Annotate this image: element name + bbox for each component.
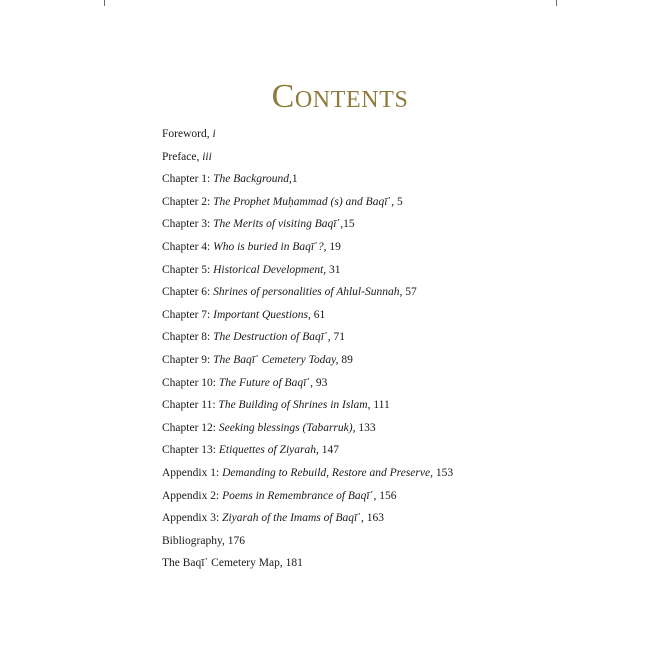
toc-entry-page: 61 bbox=[310, 308, 326, 321]
toc-entry bbox=[162, 462, 453, 485]
toc-entry-prefix: Chapter 11: bbox=[162, 399, 219, 412]
toc-entry bbox=[162, 394, 453, 417]
toc-entry-prefix: Chapter 7: bbox=[162, 308, 214, 321]
toc-entry-prefix: Foreword, bbox=[162, 128, 213, 140]
toc-entry bbox=[162, 372, 453, 395]
toc-entry-prefix: Chapter 1: bbox=[162, 173, 214, 186]
table-of-contents bbox=[162, 123, 453, 575]
toc-entry-prefix: Chapter 5: bbox=[162, 263, 214, 276]
toc-entry bbox=[162, 236, 453, 259]
toc-entry-page: 111 bbox=[370, 399, 390, 412]
toc-entry bbox=[162, 213, 453, 236]
toc-entry-title: Seeking blessings (Tabarruk), bbox=[218, 421, 356, 434]
toc-entry-title: The Building of Shrines in Islam, bbox=[218, 399, 371, 412]
toc-entry-page: 57 bbox=[402, 286, 417, 299]
toc-entry bbox=[162, 191, 453, 214]
toc-entry-title: The Background, bbox=[213, 173, 292, 186]
toc-entry-page: 89 bbox=[338, 353, 353, 366]
toc-entry bbox=[162, 552, 453, 575]
toc-entry-prefix: Chapter 3: bbox=[162, 218, 214, 231]
toc-entry bbox=[162, 304, 453, 327]
toc-entry bbox=[162, 146, 453, 169]
toc-entry-page: 93 bbox=[312, 376, 328, 389]
crop-mark-right bbox=[556, 0, 557, 6]
toc-entry bbox=[162, 417, 453, 440]
toc-entry-page: 5 bbox=[394, 195, 403, 208]
toc-entry-title: The Destruction of Baqī῾, bbox=[213, 331, 331, 344]
toc-entry-prefix: Chapter 9: bbox=[162, 353, 214, 366]
toc-entry bbox=[162, 281, 453, 304]
toc-entry-page: 1 bbox=[291, 173, 298, 186]
toc-entry-title: The Merits of visiting Baqī῾, bbox=[213, 218, 344, 231]
toc-entry-page: 133 bbox=[355, 421, 376, 434]
toc-entry-title: The Baqī῾ Cemetery Today, bbox=[213, 353, 339, 366]
toc-entry-prefix: Chapter 6: bbox=[162, 286, 214, 299]
toc-entry-prefix: Chapter 4: bbox=[162, 240, 214, 253]
toc-entry-page: 19 bbox=[326, 240, 341, 253]
toc-entry-title: Important Questions, bbox=[213, 308, 311, 321]
toc-entry bbox=[162, 326, 453, 349]
toc-entry-page: 71 bbox=[330, 331, 346, 344]
toc-entry bbox=[162, 259, 453, 282]
toc-entry-title: i bbox=[212, 128, 216, 140]
toc-entry-title: The Future of Baqī῾, bbox=[218, 376, 313, 389]
toc-entry-page: 147 bbox=[318, 444, 339, 457]
toc-entry-prefix: Appendix 1: bbox=[162, 466, 223, 479]
toc-entry-page: 153 bbox=[432, 466, 454, 479]
toc-entry bbox=[162, 530, 453, 553]
toc-entry-title: Who is buried in Baqī῾?, bbox=[213, 240, 327, 253]
toc-entry-page: 163 bbox=[363, 512, 385, 525]
toc-entry-title: Shrines of personalities of Ahlul-Sunnah, bbox=[213, 286, 403, 299]
toc-entry-page: 156 bbox=[376, 489, 397, 502]
toc-entry-title: Poems in Remembrance of Baqī῾, bbox=[222, 489, 377, 502]
toc-entry-prefix: Preface, bbox=[162, 150, 203, 163]
toc-entry-title: The Prophet Muḥammad (s) and Baqī῾, bbox=[213, 195, 395, 208]
toc-entry-prefix: Appendix 3: bbox=[162, 512, 223, 525]
toc-entry-prefix: Chapter 12: bbox=[162, 421, 219, 434]
toc-entry-title: Ziyarah of the Imams of Baqī῾, bbox=[222, 512, 364, 525]
toc-entry bbox=[162, 123, 453, 146]
toc-entry-prefix: Bibliography, 176 bbox=[162, 534, 245, 547]
toc-entry bbox=[162, 439, 453, 462]
toc-entry-page: 31 bbox=[326, 263, 341, 276]
page-title: Contents bbox=[271, 78, 409, 115]
toc-entry-prefix: Chapter 8: bbox=[162, 331, 214, 344]
toc-entry bbox=[162, 485, 453, 508]
toc-entry-prefix: Appendix 2: bbox=[162, 489, 223, 502]
toc-entry-title: Demanding to Rebuild, Restore and Preserve, bbox=[222, 466, 433, 479]
toc-entry-page: 15 bbox=[343, 218, 355, 231]
toc-entry-title: Etiquettes of Ziyarah, bbox=[218, 444, 319, 457]
toc-entry-prefix: Chapter 13: bbox=[162, 444, 219, 457]
toc-entry-title: Historical Development, bbox=[213, 263, 327, 276]
toc-entry bbox=[162, 349, 453, 372]
toc-entry-title: iii bbox=[202, 150, 212, 163]
toc-entry-prefix: Chapter 2: bbox=[162, 195, 214, 208]
toc-entry-prefix: The Baqī῾ Cemetery Map, 181 bbox=[162, 557, 303, 570]
toc-entry bbox=[162, 168, 453, 191]
crop-mark-left bbox=[104, 0, 105, 6]
toc-entry bbox=[162, 507, 453, 530]
toc-entry-prefix: Chapter 10: bbox=[162, 376, 219, 389]
